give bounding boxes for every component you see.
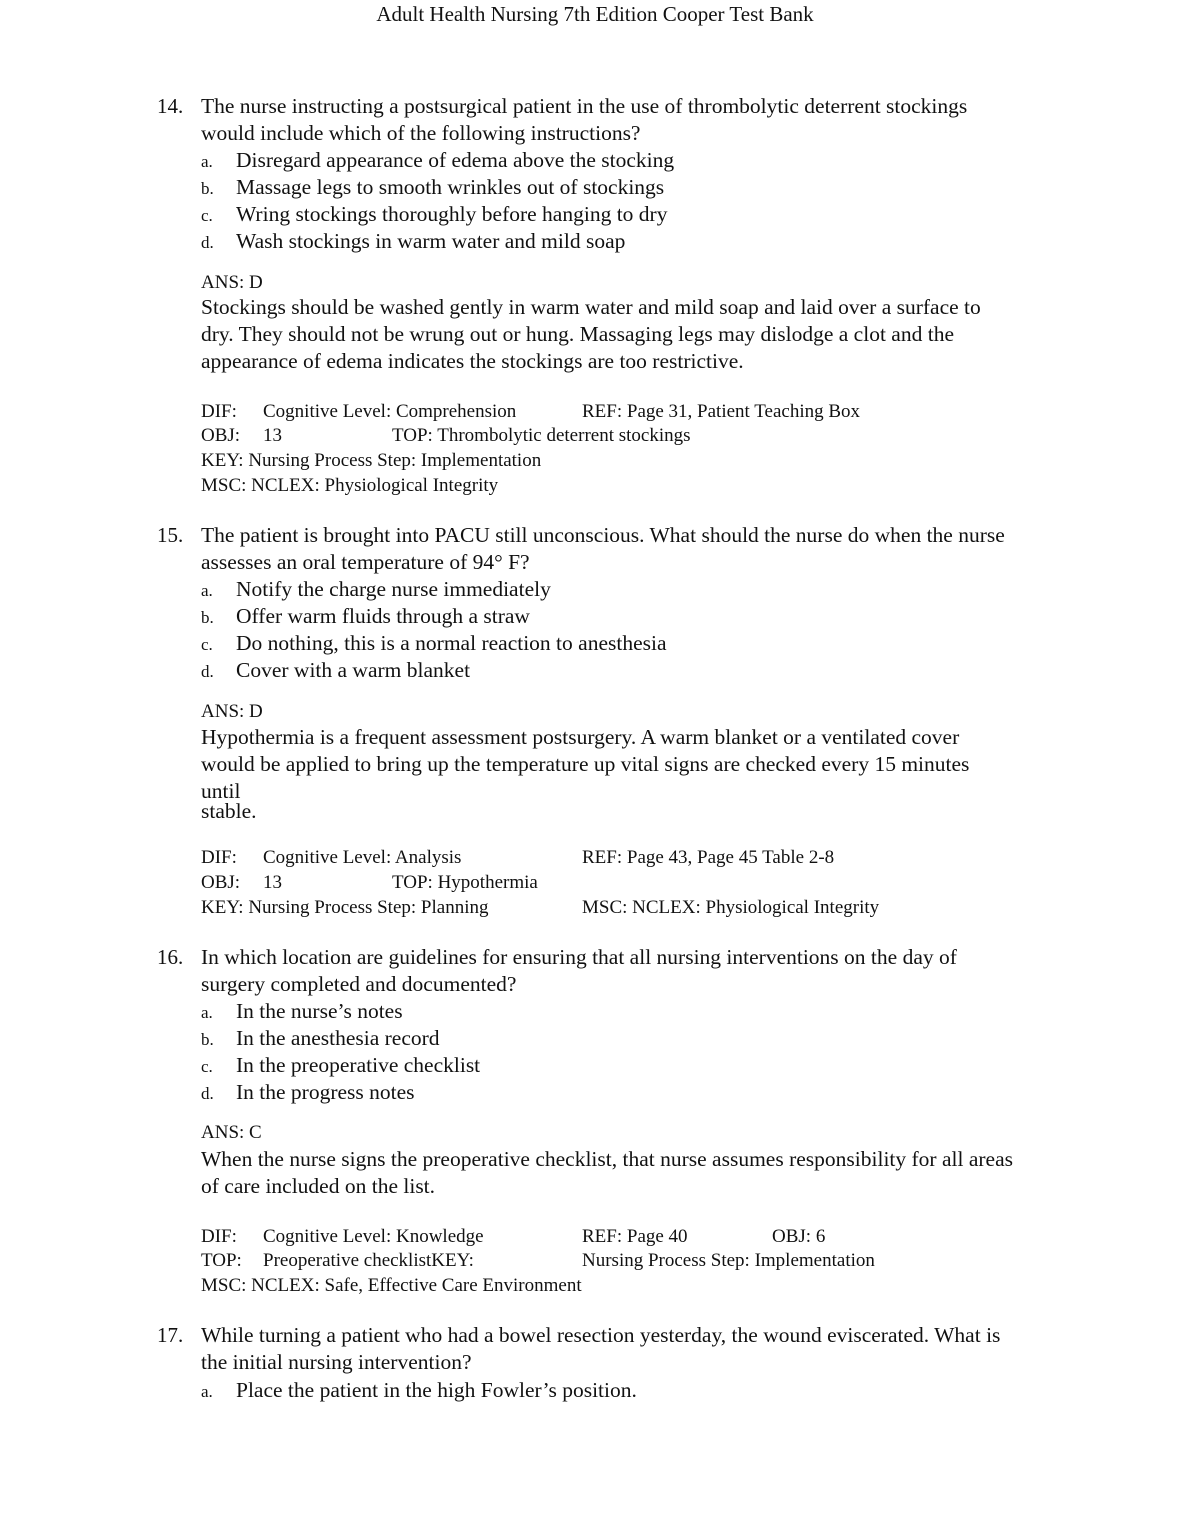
- option-d: [201, 657, 470, 685]
- meta-dif-label: DIF:: [201, 1226, 237, 1247]
- option-letter: d.: [201, 233, 214, 252]
- meta-top: TOP: Thrombolytic deterrent stockings: [392, 425, 691, 446]
- question-number: 15.: [157, 523, 184, 547]
- option-letter: c.: [201, 635, 213, 654]
- option-text: Disregard appearance of edema above the stocking: [236, 148, 675, 172]
- question-number: 16.: [157, 945, 184, 969]
- option-letter: b.: [201, 179, 214, 198]
- question-stem-line: surgery completed and documented?: [201, 972, 517, 996]
- rationale-line: stable.: [201, 799, 257, 823]
- meta-obj-value: 13: [263, 425, 282, 446]
- question-stem-line: The patient is brought into PACU still unconscious. What should the nurse do when the nurse: [201, 523, 1005, 547]
- question-stem: [201, 944, 1101, 998]
- rationale-line: When the nurse signs the preoperative checklist, that nurse assumes responsibility for all areas: [201, 1147, 1013, 1171]
- meta-obj: OBJ: 6: [772, 1226, 826, 1247]
- option-letter: a.: [201, 152, 213, 171]
- rationale: [201, 724, 1091, 825]
- option-text: Offer warm fluids through a straw: [236, 604, 530, 628]
- option-a: [201, 576, 551, 604]
- rationale: [201, 294, 1091, 375]
- meta-ref: REF: Page 40: [582, 1226, 688, 1247]
- question-stem-line: the initial nursing intervention?: [201, 1350, 472, 1374]
- meta-dif-value: Cognitive Level: Analysis: [263, 847, 462, 868]
- option-text: Massage legs to smooth wrinkles out of stockings: [236, 175, 665, 199]
- option-letter: c.: [201, 206, 213, 225]
- meta-msc: MSC: NCLEX: Physiological Integrity: [582, 897, 880, 918]
- option-text: In the nurse’s notes: [236, 999, 403, 1023]
- option-letter: b.: [201, 1030, 214, 1049]
- meta-top: TOP: Hypothermia: [392, 872, 538, 893]
- meta-dif-value: Cognitive Level: Comprehension: [263, 401, 517, 422]
- meta-ref: REF: Page 31, Patient Teaching Box: [582, 401, 861, 422]
- option-text: Wring stockings thoroughly before hanging to dry: [236, 202, 668, 226]
- option-letter: b.: [201, 608, 214, 627]
- option-a: [201, 147, 674, 175]
- option-letter: a.: [201, 1003, 213, 1022]
- rationale-line: until: [201, 779, 241, 803]
- meta-ref: REF: Page 43, Page 45 Table 2-8: [582, 847, 835, 868]
- option-text: Wash stockings in warm water and mild soap: [236, 229, 626, 253]
- option-text: In the preoperative checklist: [236, 1053, 481, 1077]
- option-c: [201, 201, 667, 229]
- meta-msc: MSC: NCLEX: Safe, Effective Care Environment: [201, 1275, 582, 1296]
- question-stem-line: would include which of the following instructions?: [201, 121, 641, 145]
- rationale-line: Stockings should be washed gently in warm water and mild soap and laid over a surface to: [201, 295, 981, 319]
- option-text: In the anesthesia record: [236, 1026, 440, 1050]
- question-number: 14.: [157, 94, 184, 118]
- option-letter: a.: [201, 581, 213, 600]
- option-a: [201, 1377, 637, 1405]
- question-stem-line: The nurse instructing a postsurgical patient in the use of thrombolytic deterrent stockings: [201, 94, 968, 118]
- option-c: [201, 630, 667, 658]
- option-letter: d.: [201, 1084, 214, 1103]
- meta-key: KEY: Nursing Process Step: Implementation: [201, 450, 542, 471]
- option-c: [201, 1052, 480, 1080]
- meta-dif-label: DIF:: [201, 847, 237, 868]
- meta-key: Nursing Process Step: Implementation: [582, 1250, 875, 1271]
- question-stem: [201, 93, 1101, 147]
- option-b: [201, 174, 664, 202]
- rationale-line: appearance of edema indicates the stockings are too restrictive.: [201, 349, 744, 373]
- question-stem-line: While turning a patient who had a bowel resection yesterday, the wound eviscerated. What is: [201, 1323, 1001, 1347]
- question-number: 17.: [157, 1323, 184, 1347]
- rationale-line: dry. They should not be wrung out or hung. Massaging legs may dislodge a clot and the: [201, 322, 954, 346]
- option-letter: a.: [201, 1382, 213, 1401]
- option-letter: d.: [201, 662, 214, 681]
- option-text: Place the patient in the high Fowler’s position.: [236, 1378, 637, 1402]
- page-title: Adult Health Nursing 7th Edition Cooper Test Bank: [376, 2, 814, 26]
- rationale-line: of care included on the list.: [201, 1174, 436, 1198]
- option-text: Do nothing, this is a normal reaction to anesthesia: [236, 631, 667, 655]
- question-stem: [201, 1322, 1101, 1376]
- meta-dif-label: DIF:: [201, 401, 237, 422]
- answer-key: ANS: C: [201, 1122, 262, 1143]
- meta-dif-value: Cognitive Level: Knowledge: [263, 1226, 484, 1247]
- option-b: [201, 1025, 440, 1053]
- option-d: [201, 228, 625, 256]
- rationale: [201, 1146, 1101, 1200]
- meta-msc: MSC: NCLEX: Physiological Integrity: [201, 475, 499, 496]
- meta-obj-label: OBJ:: [201, 872, 241, 893]
- question-stem-line: In which location are guidelines for ensuring that all nursing interventions on the day of: [201, 945, 957, 969]
- rationale-line: would be applied to bring up the temperature up vital signs are checked every 15 minutes: [201, 752, 970, 776]
- option-d: [201, 1079, 415, 1107]
- meta-obj-value: 13: [263, 872, 282, 893]
- question-stem: [201, 522, 1101, 576]
- meta-top-label: TOP:: [201, 1250, 242, 1271]
- option-b: [201, 603, 530, 631]
- meta-key: KEY: Nursing Process Step: Planning: [201, 897, 489, 918]
- option-text: In the progress notes: [236, 1080, 415, 1104]
- option-text: Notify the charge nurse immediately: [236, 577, 551, 601]
- option-a: [201, 998, 403, 1026]
- answer-key: ANS: D: [201, 701, 263, 722]
- question-stem-line: assesses an oral temperature of 94° F?: [201, 550, 530, 574]
- meta-obj-label: OBJ:: [201, 425, 241, 446]
- rationale-line: Hypothermia is a frequent assessment postsurgery. A warm blanket or a ventilated cover: [201, 725, 960, 749]
- meta-top-value: Preoperative checklistKEY:: [263, 1250, 474, 1271]
- option-letter: c.: [201, 1057, 213, 1076]
- answer-key: ANS: D: [201, 272, 263, 293]
- option-text: Cover with a warm blanket: [236, 658, 471, 682]
